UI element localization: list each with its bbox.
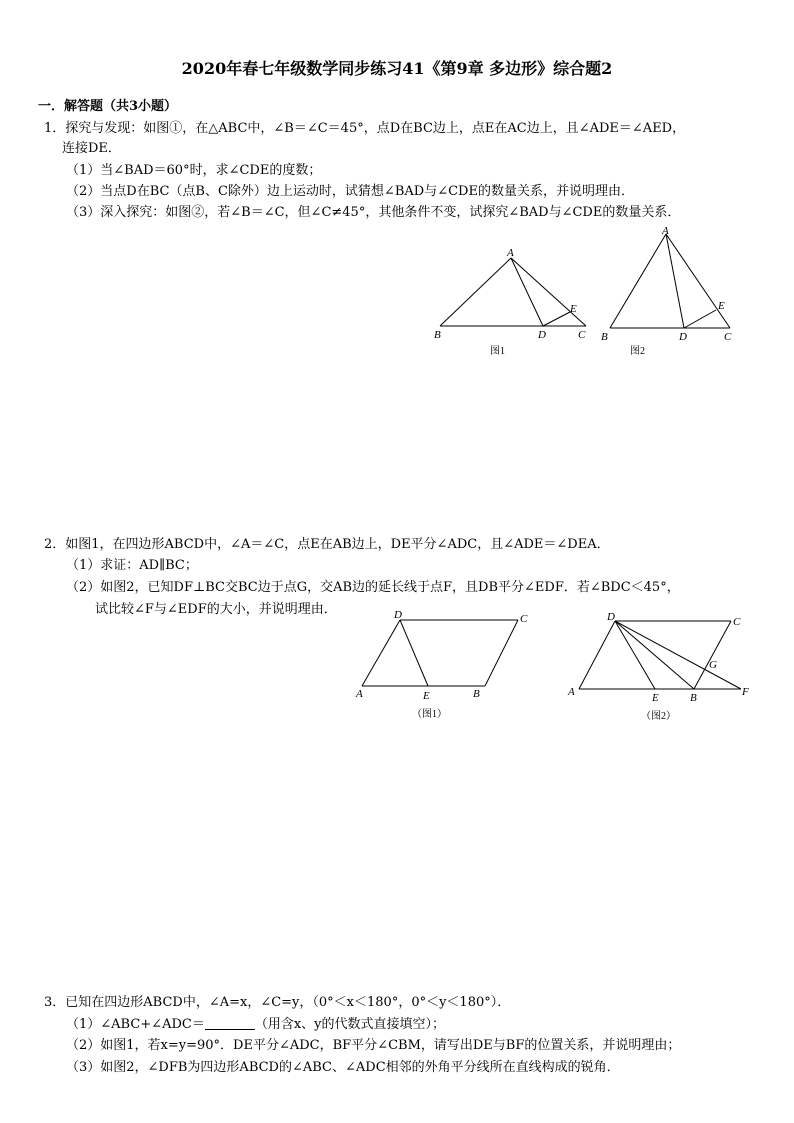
page-title: 2020年春七年级数学同步练习41《第9章 多边形》综合题2 — [181, 59, 613, 78]
q1f1-label-a: A — [507, 247, 514, 259]
q2f2-label-d: D — [607, 611, 615, 623]
q2-figure-1 — [352, 605, 537, 725]
q2f1-label-d: D — [394, 609, 402, 621]
q1f1-label-c: C — [578, 329, 586, 341]
q2-part2-line1: （2）如图2，已知DF⊥BC交BC边于点G，交AB边的延长线于点F，且DB平分∠EDF．若∠BDC＜45°， — [66, 580, 680, 595]
q2f1-caption: （图1） — [412, 709, 447, 720]
q3-part1-prefix: （1）∠ABC+∠ADC＝ — [66, 1017, 205, 1032]
q2f2-label-c: C — [733, 616, 741, 628]
q2f2-label-b: B — [690, 692, 697, 704]
q3-answer-blank[interactable] — [205, 1017, 255, 1030]
q1f1-label-e: E — [570, 303, 577, 315]
q1-stem-line1: 1．探究与发现：如图①，在△ABC中，∠B＝∠C＝45°，点D在BC边上，点E在AC边上，且∠ADE＝∠AED， — [44, 121, 686, 136]
q2-part2-line2: 试比较∠F与∠EDF的大小，并说明理由． — [95, 602, 337, 617]
q1f2-label-e: E — [718, 300, 725, 312]
q2f1-label-a: A — [356, 688, 363, 700]
q2f1-label-c: C — [520, 613, 528, 625]
q3-stem: 3．已知在四边形ABCD中，∠A=x，∠C=y，（0°＜x＜180°，0°＜y＜180°）． — [44, 995, 511, 1010]
q1f2-label-c: C — [724, 331, 732, 343]
q1f1-label-d: D — [538, 329, 546, 341]
q3-part1 — [66, 1014, 445, 1036]
q1-part2: （2）当点D在BC（点B、C除外）边上运动时，试猜想∠BAD与∠CDE的数量关系，并说明理由． — [66, 184, 634, 199]
q3-part3: （3）如图2，∠DFB为四边形ABCD的∠ABC、∠ADC相邻的外角平分线所在直线构成的锐角． — [66, 1060, 620, 1075]
q2-part1: （1）求证：AD∥BC； — [66, 558, 198, 573]
q1-part3: （3）深入探究：如图②，若∠B＝∠C，但∠C≠45°，其他条件不变，试探究∠BAD与∠CDE的数量关系． — [66, 205, 681, 220]
q1f2-label-d: D — [679, 331, 687, 343]
q1-figure-1 — [430, 240, 595, 360]
section-heading: 一．解答题（共3小题） — [38, 99, 178, 114]
q2-figure-2 — [565, 605, 760, 725]
q3-part1-suffix: （用含x、y的代数式直接填空）； — [254, 1017, 446, 1032]
q1f2-label-b: B — [601, 331, 608, 343]
q2f2-label-f: F — [742, 686, 749, 698]
q1f1-label-b: B — [434, 329, 441, 341]
q1-part1: （1）当∠BAD＝60°时，求∠CDE的度数； — [66, 163, 322, 178]
q1-stem-line2: 连接DE． — [62, 141, 121, 156]
q2-stem: 2．如图1，在四边形ABCD中，∠A＝∠C，点E在AB边上，DE平分∠ADC，且∠ADE＝∠DEA． — [44, 537, 610, 552]
q2f2-label-a: A — [568, 686, 575, 698]
q1f2-caption: 图2 — [630, 346, 645, 357]
q2f2-label-g: G — [709, 659, 717, 671]
q2f2-label-e: E — [652, 692, 659, 704]
q3-part2: （2）如图1，若x=y=90°．DE平分∠ADC，BF平分∠CBM，请写出DE与BF的位置关系，并说明理由； — [66, 1038, 681, 1053]
q2f1-label-b: B — [473, 688, 480, 700]
q1-figure-2 — [598, 222, 743, 360]
q2f2-caption: （图2） — [641, 711, 676, 722]
q1f1-caption: 图1 — [490, 346, 505, 357]
q1f2-label-a: A — [662, 225, 669, 237]
q2f1-label-e: E — [423, 690, 430, 702]
